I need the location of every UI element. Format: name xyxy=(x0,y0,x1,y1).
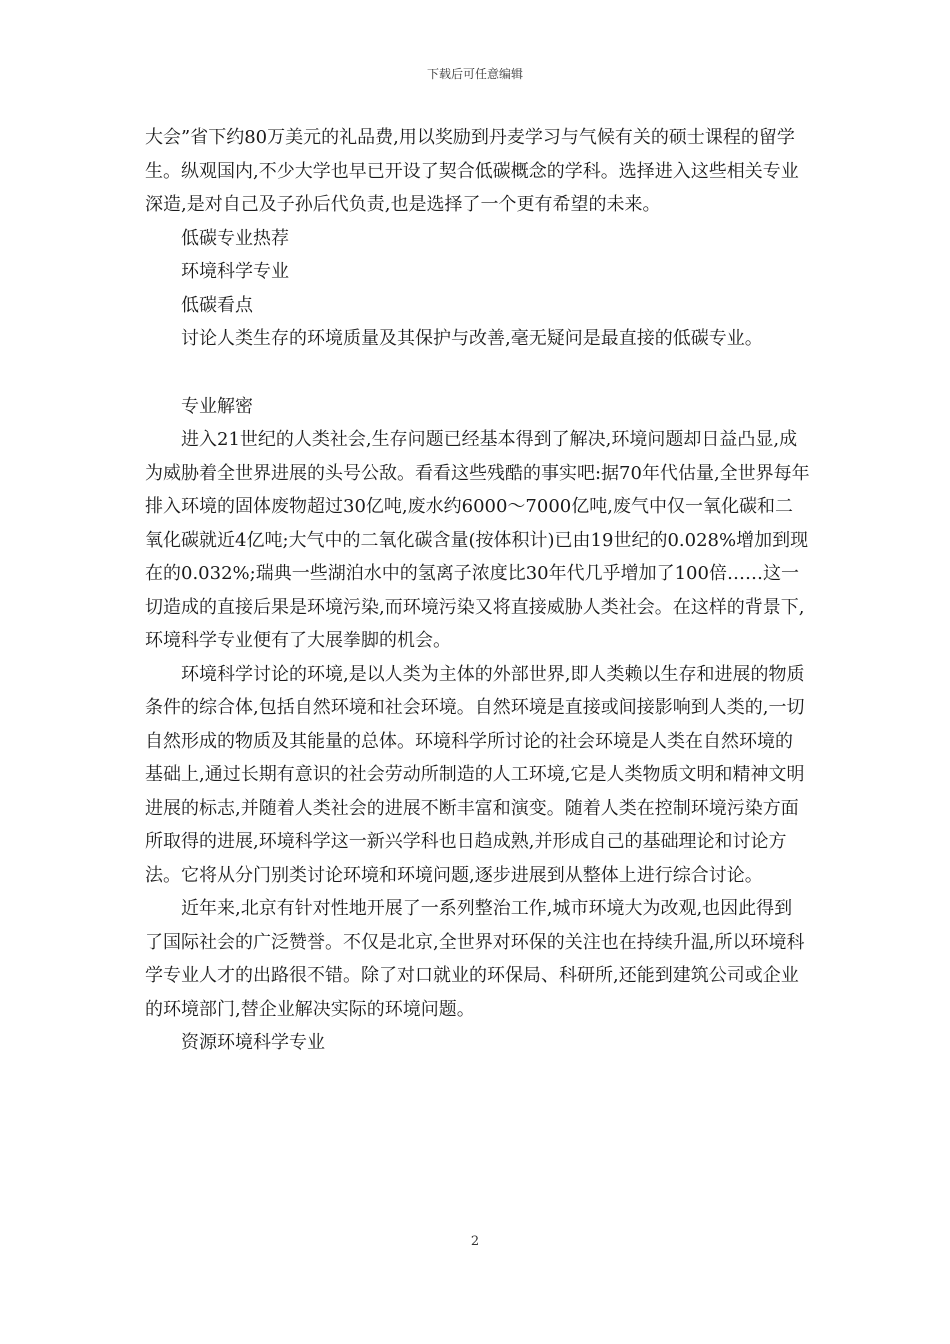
heading-low-carbon-highlights: 低碳看点 xyxy=(181,294,253,316)
paragraph-beijing-prospects: 近年来,北京有针对性地开展了一系列整治工作,城市环境大为改观,也因此得到了国际社会的广泛赞誉。不仅是北京,全世界对环保的关注也在持续升温,所以环境科学专业人才的出路很不错。除了对口就业的环保局、科研所,还能到建筑公司或企业的环境部门,替企业解决实际的环境问题。 xyxy=(145,898,805,1020)
document-body xyxy=(145,121,810,1060)
paragraph-continuation: 大会”省下约80万美元的礼品费,用以奖励到丹麦学习与气候有关的硕士课程的留学生。纵观国内,不少大学也早已开设了契合低碳概念的学科。选择进入这些相关专业深造,是对自己及子孙后代负责,也是选择了一个更有希望的未来。 xyxy=(145,127,799,215)
blank-line xyxy=(145,356,810,390)
page-number: 2 xyxy=(470,1234,480,1249)
heading-environmental-science: 环境科学专业 xyxy=(181,261,289,282)
heading-major-decoded: 专业解密 xyxy=(181,395,253,417)
paragraph-environment-definition: 环境科学讨论的环境,是以人类为主体的外部世界,即人类赖以生存和进展的物质条件的综合体,包括自然环境和社会环境。自然环境是直接或间接影响到人类的,一切自然形成的物质及其能量的总体。环境科学所讨论的社会环境是人类在自然环境的基础上,通过长期有意识的社会劳动所制造的人工环境,它是人类物质文明和精神文明进展的标志,并随着人类社会的进展不断丰富和演变。随着人类在控制环境污染方面所取得的进展,环境科学这一新兴学科也日趋成熟,并形成自己的基础理论和讨论方法。它将从分门别类讨论环境和环境问题,逐步进展到从整体上进行综合讨论。 xyxy=(145,663,805,886)
page-header: 下载后可任意编辑 xyxy=(426,67,523,81)
heading-low-carbon-majors: 低碳专业热荐 xyxy=(181,227,289,249)
paragraph-21st-century: 进入21世纪的人类社会,生存问题已经基本得到了解决,环境问题却日益凸显,成为威胁着全世界进展的头号公敌。看看这些残酷的事实吧:据70年代估量,全世界每年排入环境的固体废物超过30亿吨,废水约6000～7000亿吨,废气中仅一氧化碳和二氧化碳就近4亿吨;大气中的二氧化碳含量(按体积计)已由19世纪的0.028%增加到现在的0.032%;瑞典一些湖泊水中的氢离子浓度比30年代几乎增加了100倍……这一切造成的直接后果是环境污染,而环境污染又将直接威胁人类社会。在这样的背景下,环境科学专业便有了大展拳脚的机会。 xyxy=(145,429,810,651)
heading-resource-environmental-science: 资源环境科学专业 xyxy=(181,1032,325,1053)
paragraph-highlight-summary: 讨论人类生存的环境质量及其保护与改善,毫无疑问是最直接的低碳专业。 xyxy=(181,328,763,349)
